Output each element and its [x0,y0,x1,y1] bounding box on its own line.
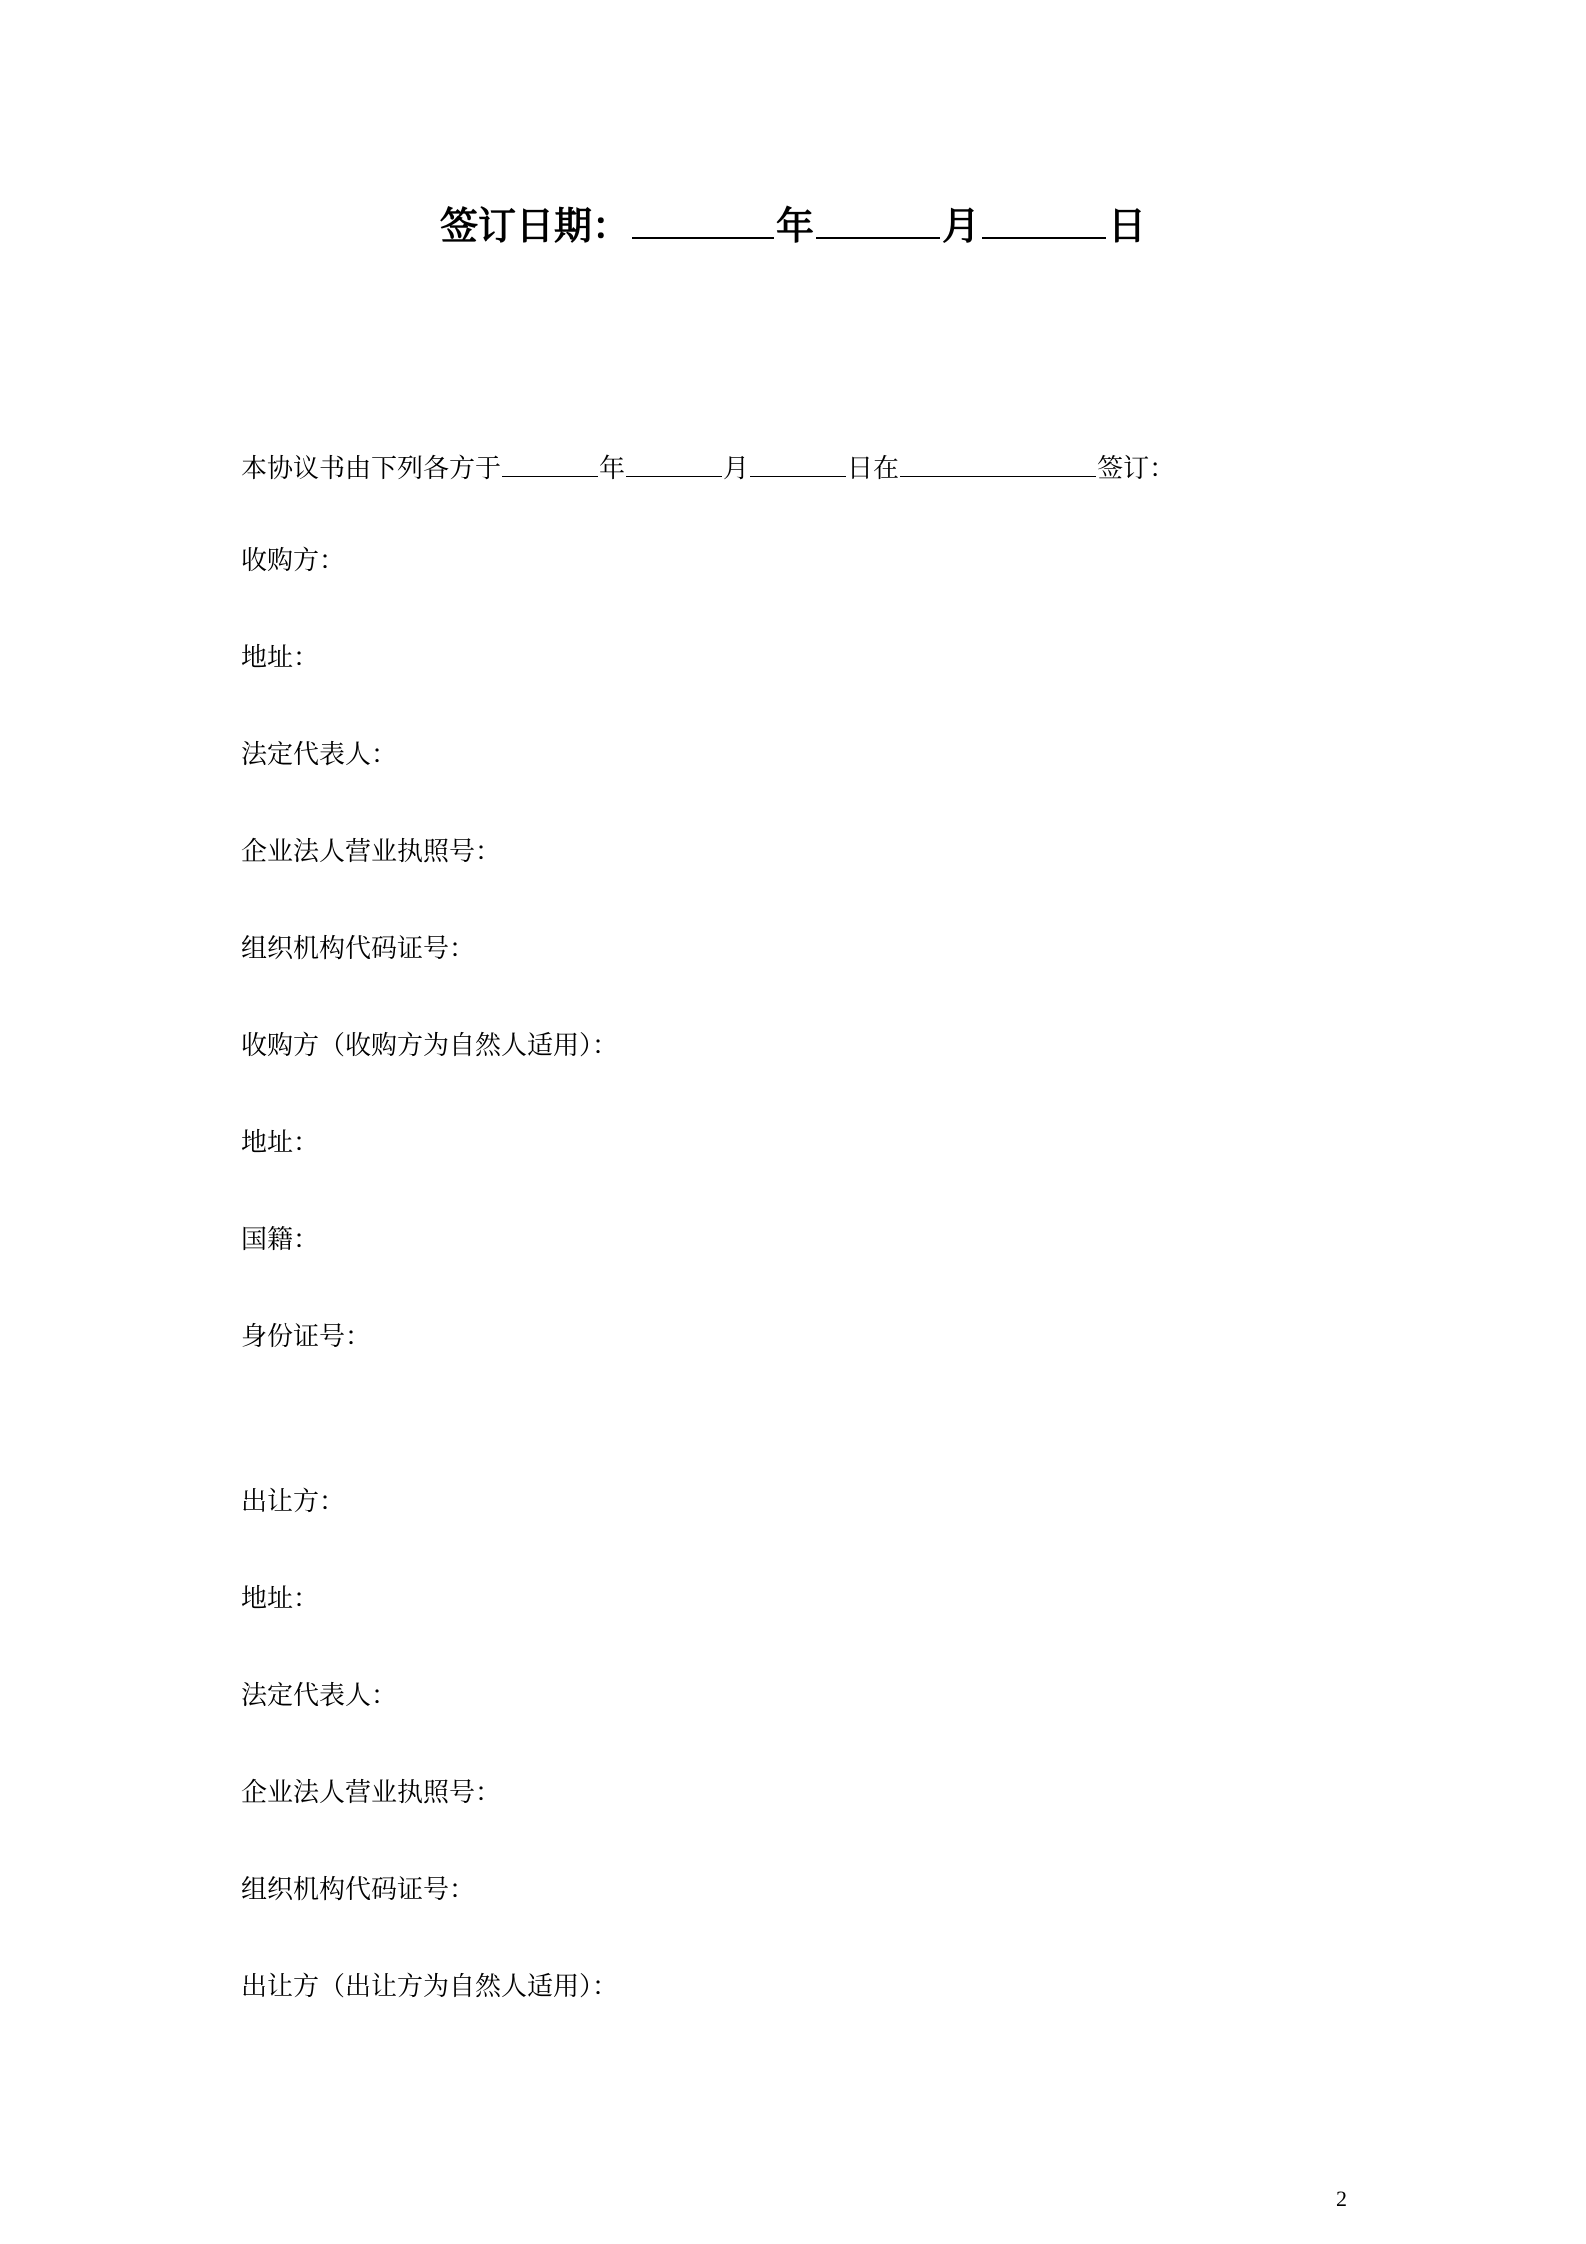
acquirer-id-number-label: 身份证号： [241,1322,372,1352]
agreement-intro-line [241,448,1175,489]
intro-month-suffix: 月 [723,454,750,484]
signing-year-blank [632,197,774,239]
acquirer-address-label: 地址： [241,643,320,673]
signing-day-blank [982,197,1106,239]
signing-month-suffix: 月 [942,204,981,248]
acquirer-nationality-label: 国籍： [241,1225,320,1255]
acquirer-person-address-label: 地址： [241,1128,320,1158]
acquirer-legal-representative-label: 法定代表人： [241,740,398,770]
intro-month-blank [626,448,722,477]
transferor-address-label: 地址： [241,1584,320,1614]
signing-date-heading [0,196,1586,256]
page-number: 2 [1336,2186,1347,2211]
signing-month-blank [816,197,940,239]
intro-day-location: 日在 [847,454,900,484]
acquirer-organization-code-label: 组织机构代码证号： [241,934,476,964]
intro-year-blank [502,448,598,477]
signing-date-label: 签订日期： [439,204,630,248]
acquirer-business-license-label: 企业法人营业执照号： [241,837,502,867]
transferor-business-license-label: 企业法人营业执照号： [241,1778,502,1808]
signing-year-suffix: 年 [775,204,814,248]
transferor-natural-person-label: 出让方（出让方为自然人适用）： [241,1972,619,2002]
transferor-organization-code-label: 组织机构代码证号： [241,1875,476,1905]
intro-suffix: 签订： [1097,454,1176,484]
transferor-name-label: 出让方： [241,1487,346,1517]
intro-year-suffix: 年 [599,454,626,484]
intro-prefix: 本协议书由下列各方于 [241,454,502,484]
intro-place-blank [900,448,1096,477]
transferor-legal-representative-label: 法定代表人： [241,1681,398,1711]
intro-day-blank [750,448,846,477]
acquirer-name-label: 收购方： [241,546,346,576]
signing-day-suffix: 日 [1108,204,1147,248]
acquirer-natural-person-label: 收购方（收购方为自然人适用）： [241,1031,619,1061]
